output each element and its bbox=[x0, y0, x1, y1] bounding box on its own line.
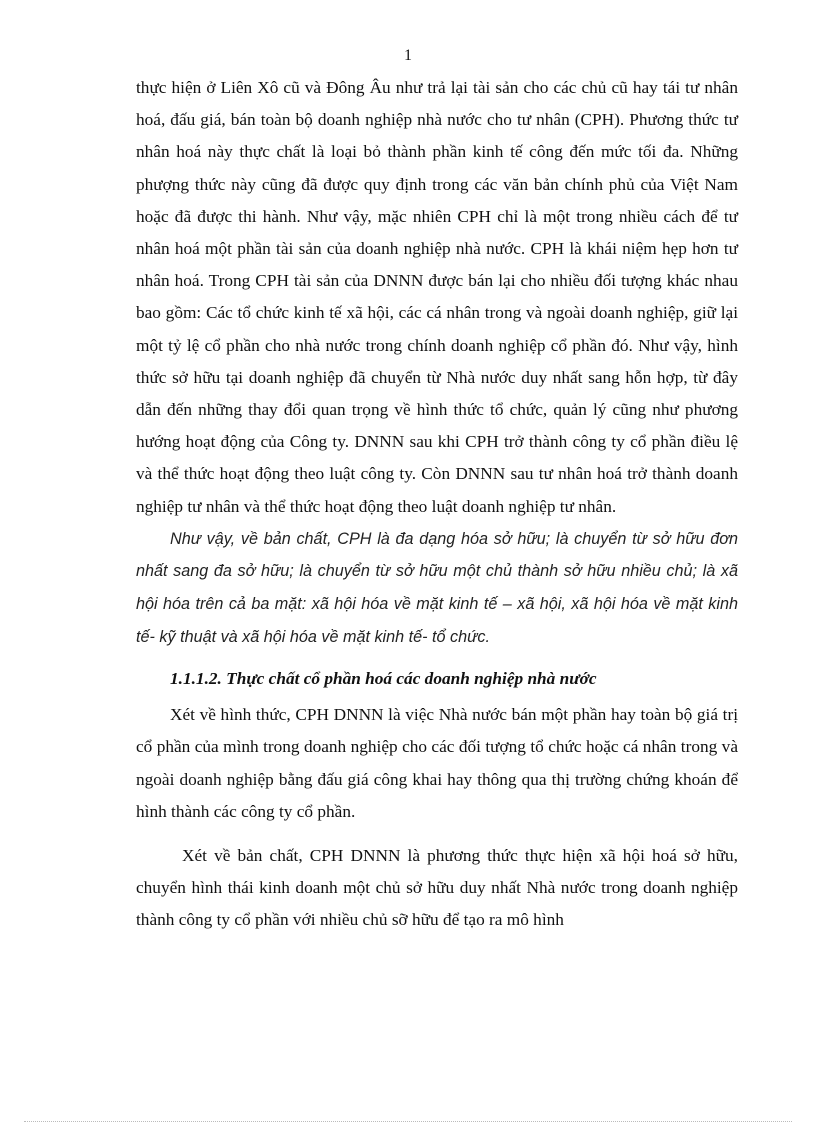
paragraph-gap bbox=[136, 828, 738, 840]
paragraph-nature: Xét về bản chất, CPH DNNN là phương thức thực hiện xã hội hoá sở hữu, chuyển hình thái kinh doanh một chủ sở hữu duy nhất Nhà nước trong doanh nghiệp thành công ty cổ phần với nhiều chủ sỡ hữu để tạo ra mô hình bbox=[136, 846, 738, 930]
page-number: 1 bbox=[404, 47, 412, 64]
paragraph-essence-italic: Như vậy, về bản chất, CPH là đa dạng hóa sở hữu; là chuyển từ sở hữu đơn nhất sang đa sở hữu; là chuyển từ sở hữu một chủ thành sở hữu nhiều chủ; là xã hội hóa trên cả ba mặt: xã hội hóa về mặt kinh tế – xã hội, xã hội hóa về mặt kinh tế- kỹ thuật và xã hội hóa về mặt kinh tế- tổ chức. bbox=[136, 529, 738, 646]
paragraph-privatization-methods: thực hiện ở Liên Xô cũ và Đông Âu như trả lại tài sản cho các chủ cũ hay tái tư nhân hoá, đấu giá, bán toàn bộ doanh nghiệp nhà nước cho tư nhân (CPH). Phương thức tư nhân hoá này thực chất là loại bỏ thành phần kinh tế công đến mức tối đa. Những phượng thức này cũng đã được quy định trong các văn bản chính phủ của Việt Nam hoặc đã được thi hành. Như vậy, mặc nhiên CPH chỉ là một trong nhiều cách để tư nhân hoá một phần tài sản của doanh nghiệp nhà nước. CPH là khái niệm hẹp hơn tư nhân hoá. Trong CPH tài sản của DNNN được bán lại cho nhiều đối tượng khác nhau bao gồm: Các tổ chức kinh tế xã hội, các cá nhân trong và ngoài doanh nghiệp, giữ lại một tỷ lệ cổ phần cho nhà nước trong chính doanh nghiệp cổ phần đó. Như vậy, hình thức sở hữu tại doanh nghiệp đã chuyển từ Nhà nước duy nhất sang hỗn hợp, từ đây dẫn đến những thay đổi quan trọng về hình thức tổ chức, quản lý cũng như phương hướng hoạt động của Công ty. DNNN sau khi CPH trở thành công ty cổ phần điều lệ và thể thức hoạt động theo luật công ty. Còn DNNN sau tư nhân hoá trở thành doanh nghiệp tư nhân và thể thức hoạt động theo luật doanh nghiệp tư nhân. bbox=[136, 78, 738, 516]
document-body bbox=[136, 72, 738, 937]
paragraph-form: Xét về hình thức, CPH DNNN là việc Nhà nước bán một phần hay toàn bộ giá trị cổ phần của mình trong doanh nghiệp cho các đối tượng tổ chức hoặc cá nhân trong và ngoài doanh nghiệp bằng đấu giá công khai hay thông qua thị trường chứng khoán để hình thành các công ty cổ phần. bbox=[136, 705, 738, 821]
section-heading: 1.1.1.2. Thực chất cổ phần hoá các doanh nghiệp nhà nước bbox=[170, 669, 597, 689]
page-bottom-rule bbox=[24, 1121, 792, 1122]
